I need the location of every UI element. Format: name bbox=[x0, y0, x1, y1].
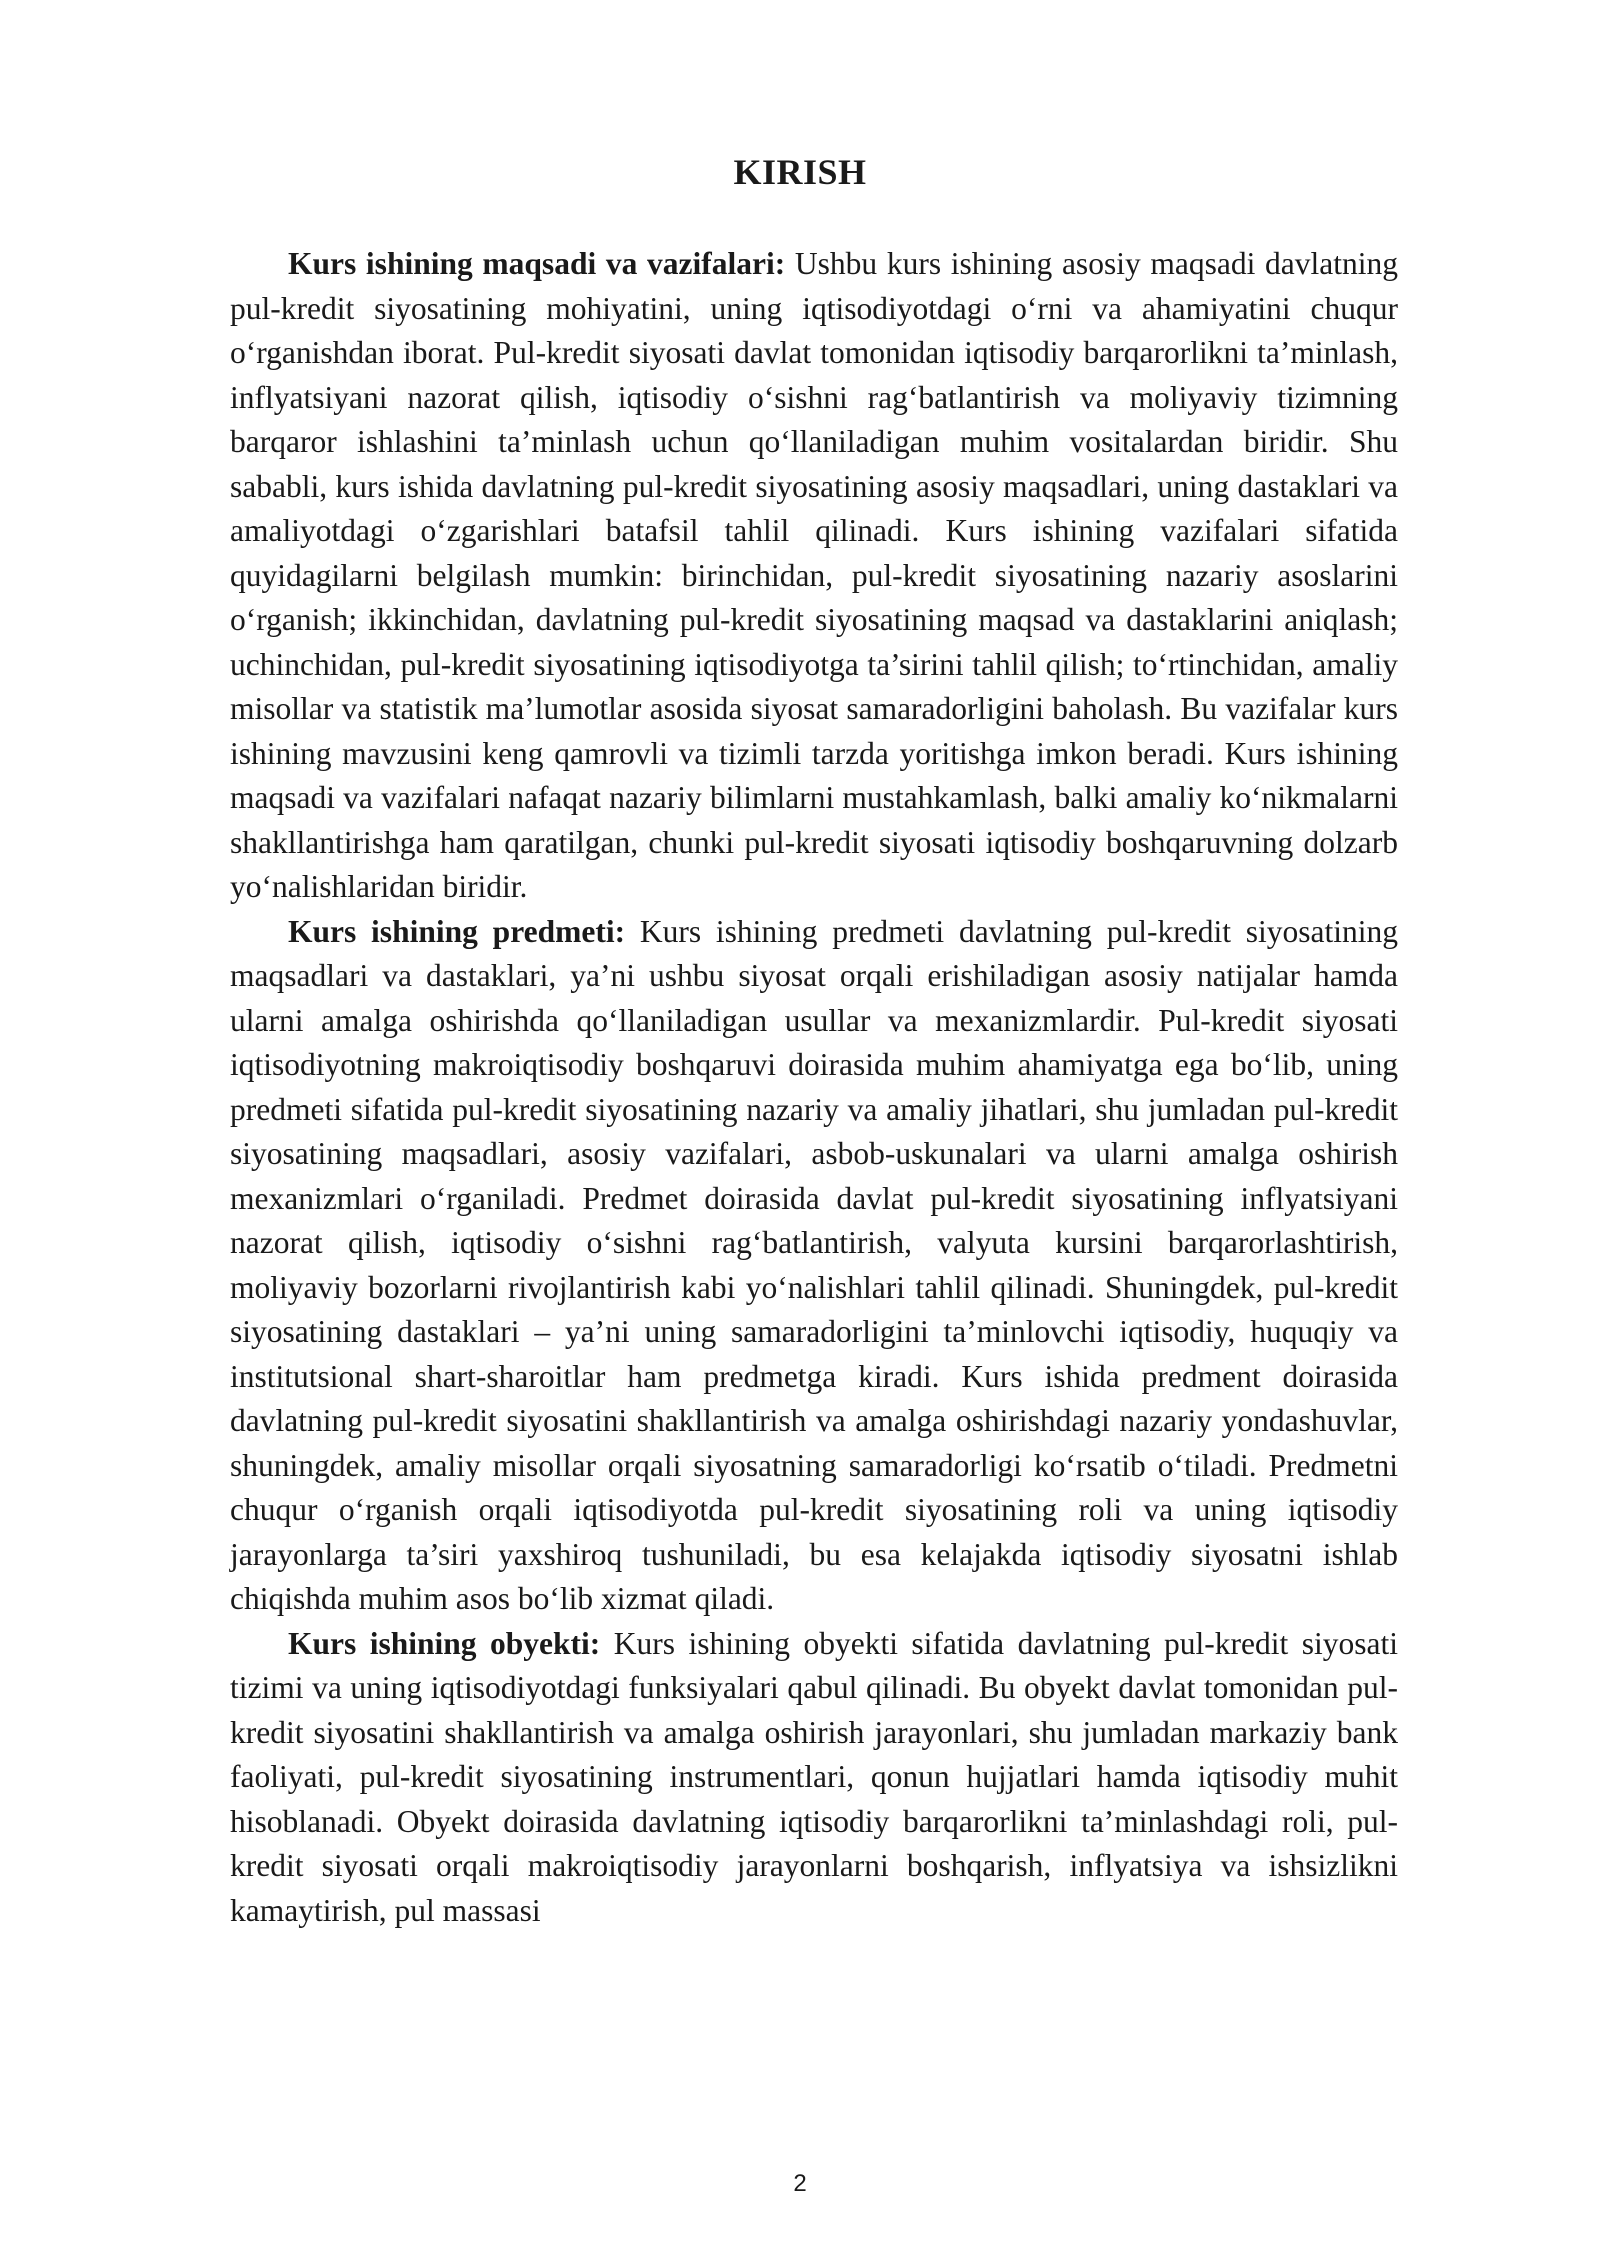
page-number: 2 bbox=[793, 2170, 807, 2197]
paragraph-goals bbox=[230, 242, 1398, 910]
page-heading: KIRISH bbox=[733, 152, 867, 192]
paragraph-object-text: Kurs ishining obyekti sifatida davlatning pul-kredit siyosati tizimi va uning iqtisodiyotdagi funksiyalari qabul qilinadi. Bu obyekt davlat tomonidan pul-kredit siyosatini shakllantirish va amalga oshirish jarayonlari, shu jumladan markaziy bank faoliyati, pul-kredit siyosatining instrumentlari, qonun hujjatlari hamda iqtisodiy muhit hisoblanadi. Obyekt doirasida davlatning iqtisodiy barqarorlikni ta’minlashdagi roli, pul-kredit siyosati orqali makroiqtisodiy jarayonlarni boshqarish, inflyatsiya va ishsizlikni kamaytirish, pul massasi bbox=[230, 1625, 1398, 1928]
document-body bbox=[230, 242, 1398, 1933]
paragraph-goals-text: Ushbu kurs ishining asosiy maqsadi davlatning pul-kredit siyosatining mohiyatini, uning iqtisodiyotdagi o‘rni va ahamiyatini chuqur o‘rganishdan iborat. Pul-kredit siyosati davlat tomonidan iqtisodiy barqarorlikni ta’minlash, inflyatsiyani nazorat qilish, iqtisodiy o‘sishni rag‘batlantirish va moliyaviy tizimning barqaror ishlashini ta’minlash uchun qo‘llaniladigan muhim vositalardan biridir. Shu sababli, kurs ishida davlatning pul-kredit siyosatining asosiy maqsadlari, uning dastaklari va amaliyotdagi o‘zgarishlari batafsil tahlil qilinadi. Kurs ishining vazifalari sifatida quyidagilarni belgilash mumkin: birinchidan, pul-kredit siyosatining nazariy asoslarini o‘rganish; ikkinchidan, davlatning pul-kredit siyosatining maqsad va dastaklarini aniqlash; uchinchidan, pul-kredit siyosatining iqtisodiyotga ta’sirini tahlil qilish; to‘rtinchidan, amaliy misollar va statistik ma’lumotlar asosida siyosat samaradorligini baholash. Bu vazifalar kurs ishining mavzusini keng qamrovli va tizimli tarzda yoritishga imkon beradi. Kurs ishining maqsadi va vazifalari nafaqat nazariy bilimlarni mustahkamlash, balki amaliy ko‘nikmalarni shakllantirishga ham qaratilgan, chunki pul-kredit siyosati iqtisodiy boshqaruvning dolzarb yo‘nalishlaridan biridir. bbox=[230, 246, 1398, 904]
paragraph-goals-label: Kurs ishining maqsadi va vazifalari: bbox=[288, 246, 786, 281]
paragraph-subject-label: Kurs ishining predmeti: bbox=[288, 913, 626, 949]
paragraph-subject-text: Kurs ishining predmeti davlatning pul-kredit siyosatining maqsadlari va dastaklari, ya’ni ushbu siyosat orqali erishiladigan asosiy natijalar hamda ularni amalga oshirishda qo‘llaniladigan usullar va mexanizmlardir. Pul-kredit siyosati iqtisodiyotning makroiqtisodiy boshqaruvi doirasida muhim ahamiyatga ega bo‘lib, uning predmeti sifatida pul-kredit siyosatining nazariy va amaliy jihatlari, shu jumladan pul-kredit siyosatining maqsadlari, asosiy vazifalari, asbob-uskunalari va ularni amalga oshirish mexanizmlari o‘rganiladi. Predmet doirasida davlat pul-kredit siyosatining inflyatsiyani nazorat qilish, iqtisodiy o‘sishni rag‘batlantirish, valyuta kursini barqarorlashtirish, moliyaviy bozorlarni rivojlantirish kabi yo‘nalishlari tahlil qilinadi. Shuningdek, pul-kredit siyosatining dastaklari – ya’ni uning samaradorligini ta’minlovchi iqtisodiy, huquqiy va institutsional shart-sharoitlar ham predmetga kiradi. Kurs ishida predment doirasida davlatning pul-kredit siyosatini shakllantirish va amalga oshirishdagi nazariy yondashuvlar, shuningdek, amaliy misollar orqali siyosatning samaradorligi ko‘rsatib o‘tiladi. Predmetni chuqur o‘rganish orqali iqtisodiyotda pul-kredit siyosatining roli va uning iqtisodiy jarayonlarga ta’siri yaxshiroq tushuniladi, bu esa kelajakda iqtisodiy siyosatni ishlab chiqishda muhim asos bo‘lib xizmat qiladi. bbox=[230, 913, 1398, 1616]
paragraph-object bbox=[230, 1622, 1398, 1934]
paragraph-subject bbox=[230, 910, 1398, 1622]
paragraph-object-label: Kurs ishining obyekti: bbox=[288, 1625, 601, 1661]
